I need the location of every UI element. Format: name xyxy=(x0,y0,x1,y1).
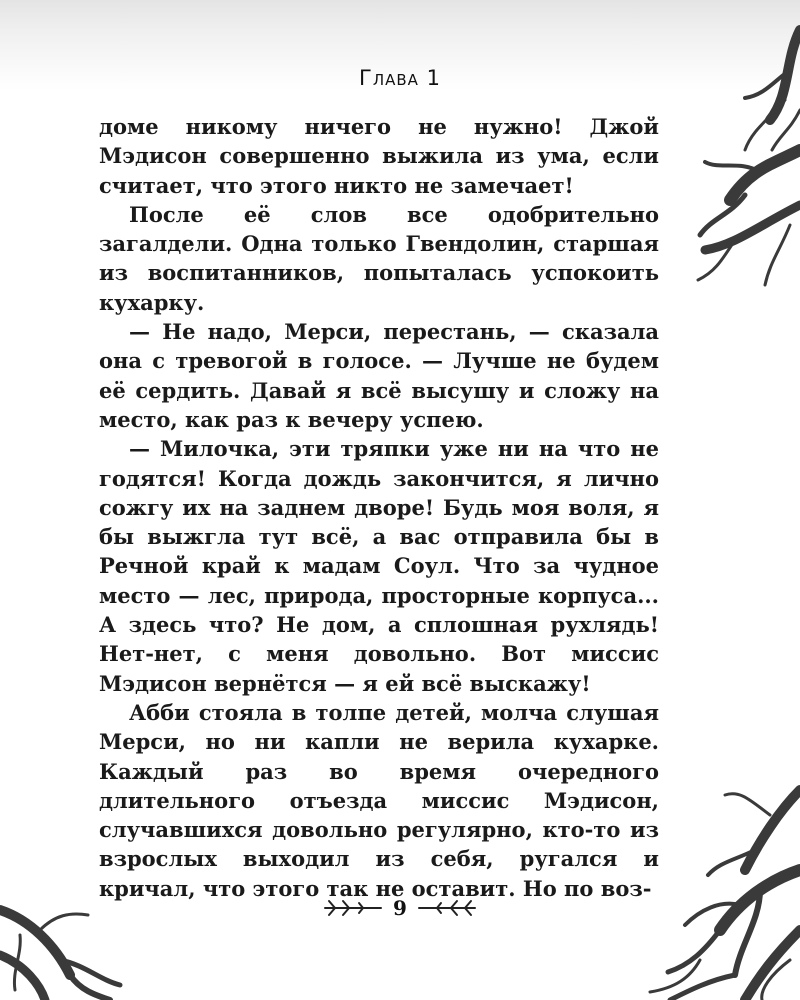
paragraph: После её слов все одобрительно загалдели. Одна только Гвендолин, старшая из воспитанников, попыталась успокоить кухарку. xyxy=(99,201,659,315)
folio-ornament xyxy=(323,896,477,920)
branch-ornament-icon xyxy=(323,897,383,919)
page-footer xyxy=(0,896,800,923)
paragraph: доме никому ничего не нужно! Джой Мэдисон совершенно выжила из ума, если считает, что этого никто не замечает! xyxy=(99,114,659,198)
paragraph: — Милочка, эти тряпки уже ни на что не годятся! Когда дождь закончится, я лично сожгу их на заднем дворе! Будь моя воля, я бы выжгла тут всё, а вас отправила бы в Речной край к мадам Соул. Что за чудное место — лес, природа, просторные корпуса... А здесь что? Не дом, а сплошная рухлядь! Нет-нет, с меня довольно. Вот миссис Мэдисон вернётся — я ей всё выскажу! xyxy=(99,436,659,696)
branch-ornament-icon xyxy=(417,897,477,919)
page-body xyxy=(99,112,659,903)
paragraph: Абби стояла в толпе детей, молча слушая Мерси, но ни капли не верила кухарке. Каждый раз во время очередного длительного отъезда миссис Мэдисон, случавшихся довольно регулярно, кто-то из взрослых выходил из себя, ругался и кричал, что этого так не оставит. Но по воз- xyxy=(99,699,659,901)
paragraph: — Не надо, Мерси, перестань, — сказала она с тревогой в голосе. — Лучше не будем её сердить. Давай я всё высушу и сложу на место, как раз к вечеру успею. xyxy=(99,319,659,432)
page-number: 9 xyxy=(393,896,407,920)
running-head: Глава 1 xyxy=(359,66,441,90)
